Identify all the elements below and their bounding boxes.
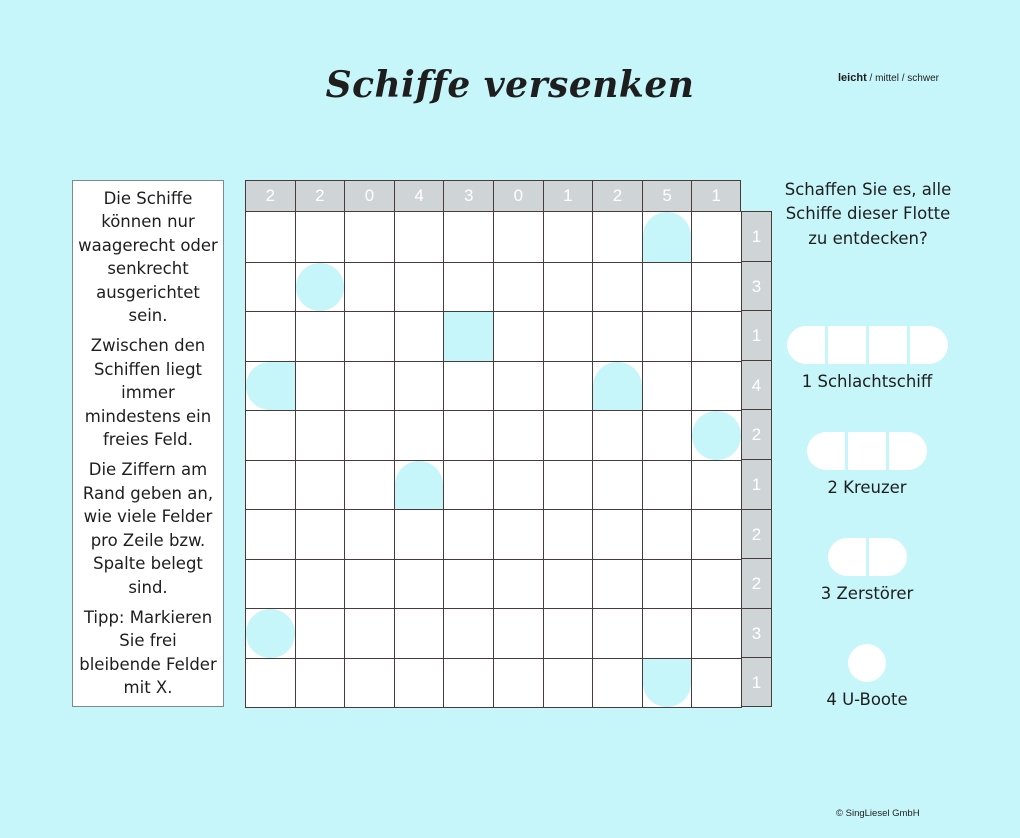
ship-segment	[869, 538, 907, 576]
ship-segment-top	[593, 362, 642, 411]
grid-cell[interactable]	[544, 212, 594, 262]
difficulty-other-levels: / mittel / schwer	[866, 73, 939, 84]
fleet-label: 3 Zerstörer	[820, 584, 914, 603]
grid-cell[interactable]	[296, 361, 346, 411]
grid-cell[interactable]	[246, 509, 296, 559]
grid-cell-given[interactable]	[643, 212, 693, 262]
fleet-cruiser	[772, 432, 962, 497]
difficulty-active: leicht	[838, 72, 867, 84]
grid-cell[interactable]	[692, 212, 742, 262]
grid-cell[interactable]	[643, 559, 693, 609]
grid-cell[interactable]	[345, 311, 395, 361]
submarine-icon	[772, 644, 962, 682]
grid-cell[interactable]	[444, 361, 494, 411]
grid-cell[interactable]	[643, 410, 693, 460]
grid-cell[interactable]	[246, 559, 296, 609]
grid-cell[interactable]	[643, 361, 693, 411]
grid-cell[interactable]	[544, 410, 594, 460]
grid-cell[interactable]	[692, 262, 742, 312]
grid-cell[interactable]	[643, 608, 693, 658]
grid-cell[interactable]	[692, 311, 742, 361]
grid-cell-given[interactable]	[395, 460, 445, 510]
ship-segment	[787, 326, 825, 364]
grid-cell[interactable]	[494, 361, 544, 411]
grid-cell[interactable]	[494, 212, 544, 262]
grid-cell[interactable]	[444, 559, 494, 609]
grid-cell[interactable]	[444, 658, 494, 708]
column-clue: 0	[344, 180, 394, 211]
column-clue: 1	[691, 180, 741, 211]
grid-cell[interactable]	[692, 559, 742, 609]
grid-cell[interactable]	[544, 608, 594, 658]
grid-cell[interactable]	[296, 311, 346, 361]
puzzle-title: Schiffe versenken	[325, 64, 695, 106]
grid-cell[interactable]	[444, 608, 494, 658]
grid-cell[interactable]	[395, 311, 445, 361]
rule-text: Die Ziffern am Rand geben an, wie viele Felder pro Zeile bzw. Spalte belegt sind.	[82, 460, 214, 597]
grid-cell[interactable]	[593, 559, 643, 609]
grid-cell[interactable]	[593, 212, 643, 262]
column-clue: 4	[394, 180, 444, 211]
grid-cell[interactable]	[544, 559, 594, 609]
grid-cell[interactable]	[395, 559, 445, 609]
ship-segment-circle	[246, 609, 295, 658]
grid-cell[interactable]	[643, 262, 693, 312]
grid-cell-given[interactable]	[246, 361, 296, 411]
grid-cell-given[interactable]	[643, 658, 693, 708]
grid-cell[interactable]	[544, 658, 594, 708]
grid-cell[interactable]	[494, 608, 544, 658]
grid-cell[interactable]	[345, 212, 395, 262]
grid-cell[interactable]	[593, 608, 643, 658]
battleship-icon	[772, 326, 962, 364]
grid-cell[interactable]	[494, 410, 544, 460]
column-clue: 2	[295, 180, 345, 211]
grid-cell[interactable]	[692, 361, 742, 411]
grid-cell[interactable]	[246, 460, 296, 510]
grid-cell[interactable]	[345, 361, 395, 411]
grid-cell[interactable]	[345, 262, 395, 312]
grid-cell[interactable]	[395, 212, 445, 262]
ship-segment-top	[643, 212, 692, 262]
grid-cell[interactable]	[444, 410, 494, 460]
grid-cell[interactable]	[593, 311, 643, 361]
grid-cell[interactable]	[692, 608, 742, 658]
grid-cell[interactable]	[593, 658, 643, 708]
grid-cell[interactable]	[544, 361, 594, 411]
ship-segment-circle	[692, 411, 741, 460]
column-clue: 0	[493, 180, 543, 211]
grid-cell[interactable]	[494, 311, 544, 361]
column-clue: 3	[443, 180, 493, 211]
grid-cell[interactable]	[643, 460, 693, 510]
ship-segment	[848, 432, 886, 470]
ship-segment	[828, 538, 866, 576]
grid-cell[interactable]	[345, 658, 395, 708]
fleet-battleship	[772, 326, 962, 391]
grid-cell[interactable]	[444, 262, 494, 312]
grid-cell[interactable]	[494, 460, 544, 510]
grid-cell[interactable]	[494, 509, 544, 559]
puzzle-grid	[245, 211, 742, 708]
grid-cell[interactable]	[296, 460, 346, 510]
column-clue: 1	[543, 180, 593, 211]
grid-cell[interactable]	[593, 410, 643, 460]
ship-segment-square	[444, 312, 493, 361]
grid-cell[interactable]	[643, 311, 693, 361]
grid-cell[interactable]	[246, 262, 296, 312]
cruiser-icon	[772, 432, 962, 470]
grid-cell[interactable]	[296, 410, 346, 460]
ship-segment-bottom	[643, 659, 692, 708]
grid-cell[interactable]	[544, 262, 594, 312]
ship-segment-top	[395, 461, 444, 510]
ship-segment	[848, 644, 886, 682]
grid-cell-given[interactable]	[246, 608, 296, 658]
grid-cell[interactable]	[296, 509, 346, 559]
row-clue: 2	[742, 509, 772, 559]
grid-cell[interactable]	[395, 410, 445, 460]
grid-cell[interactable]	[395, 262, 445, 312]
ship-segment	[910, 326, 948, 364]
ship-segment-left	[246, 362, 295, 411]
grid-cell-given[interactable]	[692, 410, 742, 460]
grid-cell[interactable]	[692, 658, 742, 708]
grid-cell[interactable]	[246, 410, 296, 460]
fleet-label: 4 U-Boote	[826, 690, 908, 709]
grid-cell[interactable]	[444, 212, 494, 262]
ship-segment	[807, 432, 845, 470]
ship-segment-circle	[296, 263, 345, 312]
grid-cell[interactable]	[395, 361, 445, 411]
grid-cell[interactable]	[494, 559, 544, 609]
rules-box	[72, 180, 224, 707]
grid-cell[interactable]	[296, 658, 346, 708]
grid-cell[interactable]	[593, 262, 643, 312]
ship-segment	[889, 432, 927, 470]
row-clue: 2	[742, 558, 772, 608]
grid-cell-given[interactable]	[296, 262, 346, 312]
grid-cell-given[interactable]	[444, 311, 494, 361]
grid-cell[interactable]	[643, 509, 693, 559]
grid-cell[interactable]	[395, 509, 445, 559]
grid-cell[interactable]	[692, 460, 742, 510]
grid-cell[interactable]	[444, 460, 494, 510]
grid-cell[interactable]	[246, 212, 296, 262]
grid-cell[interactable]	[296, 608, 346, 658]
grid-cell[interactable]	[345, 608, 395, 658]
grid-cell[interactable]	[494, 262, 544, 312]
fleet-destroyer	[772, 538, 962, 603]
fleet-submarine	[772, 644, 962, 709]
ship-segment	[828, 326, 866, 364]
intro-text: Schaffen Sie es, alle Schiffe dieser Flotte zu entdecken?	[784, 180, 952, 248]
row-clue: 1	[742, 657, 772, 707]
grid-cell[interactable]	[345, 460, 395, 510]
fleet-label: 2 Kreuzer	[827, 478, 907, 497]
grid-cell[interactable]	[544, 311, 594, 361]
grid-cell[interactable]	[345, 559, 395, 609]
grid-cell[interactable]	[593, 460, 643, 510]
grid-cell[interactable]	[345, 509, 395, 559]
grid-cell[interactable]	[494, 658, 544, 708]
row-clue: 1	[742, 211, 772, 261]
grid-cell[interactable]	[444, 509, 494, 559]
grid-cell[interactable]	[692, 509, 742, 559]
row-clue: 1	[742, 459, 772, 509]
row-clue: 3	[742, 608, 772, 658]
grid-cell-given[interactable]	[593, 361, 643, 411]
column-clue: 2	[592, 180, 642, 211]
grid-cell[interactable]	[395, 608, 445, 658]
column-clue: 2	[245, 180, 295, 211]
row-clue: 3	[742, 261, 772, 311]
difficulty-indicator	[838, 72, 939, 84]
fleet-label: 1 Schlachtschiff	[801, 372, 933, 391]
rule-text: Tipp: Markieren Sie frei bleibende Felder mit X.	[79, 607, 217, 698]
row-clue: 2	[742, 409, 772, 459]
grid-cell[interactable]	[593, 509, 643, 559]
row-clue: 1	[742, 310, 772, 360]
rule-text: Die Schiffe können nur waagerecht oder senkrecht ausgerichtet sein.	[78, 189, 218, 326]
grid-cell[interactable]	[296, 559, 346, 609]
grid-cell[interactable]	[296, 212, 346, 262]
grid-cell[interactable]	[345, 410, 395, 460]
row-clue: 4	[742, 360, 772, 410]
column-clue: 5	[642, 180, 692, 211]
grid-cell[interactable]	[544, 509, 594, 559]
grid-cell[interactable]	[544, 460, 594, 510]
grid-cell[interactable]	[246, 311, 296, 361]
rule-text: Zwischen den Schiffen liegt immer mindestens ein freies Feld.	[84, 336, 212, 450]
ship-segment	[869, 326, 907, 364]
copyright-notice: © SingLiesel GmbH	[836, 808, 920, 819]
grid-cell[interactable]	[395, 658, 445, 708]
grid-cell[interactable]	[246, 658, 296, 708]
destroyer-icon	[772, 538, 962, 576]
